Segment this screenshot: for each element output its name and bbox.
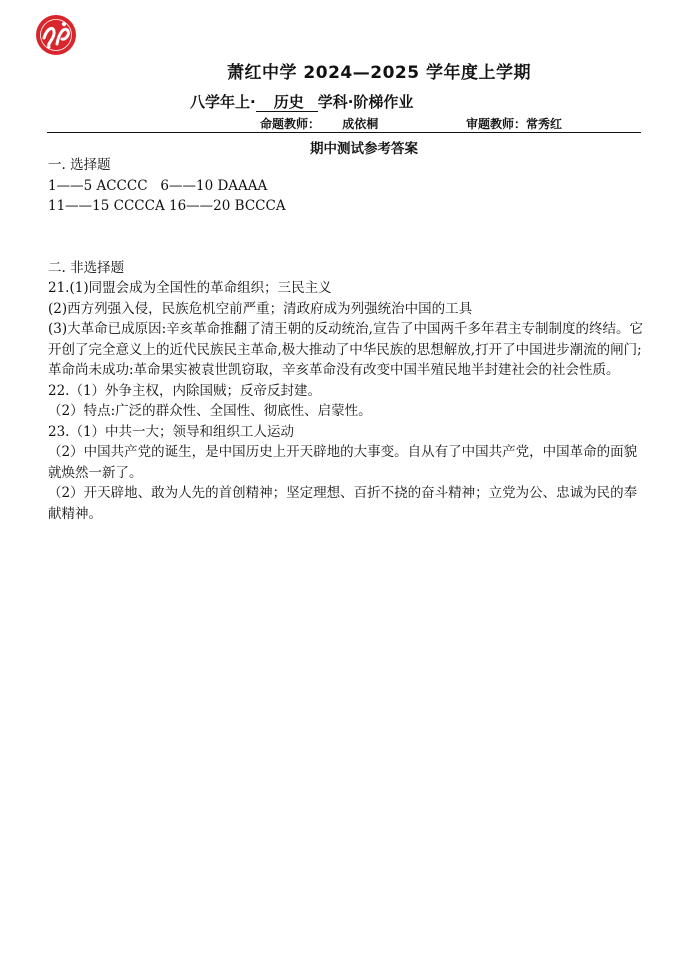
answer-line: （2）中国共产党的诞生，是中国历史上开天辟地的大事变。自从有了中国共产党，中国革命的面貌就焕然一新了。 <box>48 444 638 481</box>
school-logo-icon <box>35 14 77 56</box>
answer-line: 革命尚未成功:革命果实被袁世凯窃取，辛亥革命没有改变中国半殖民地半封建社会的社会性质。 <box>48 362 620 378</box>
answer-line: （2）特点:广泛的群众性、全国性、彻底性、启蒙性。 <box>48 403 372 419</box>
school-title: 萧红中学 2024—2025 学年度上学期 <box>227 63 531 83</box>
subject-name: 历史 <box>256 94 318 112</box>
document-heading: 期中测试参考答案 <box>310 141 418 157</box>
answer-line: 1——5 ACCCC 6——10 DAAAA <box>48 177 268 194</box>
author-line <box>260 115 378 132</box>
answer-content <box>48 155 648 524</box>
answer-line: （2）开天辟地、敢为人先的首创精神；坚定理想、百折不挠的奋斗精神；立党为公、忠诚为民的奉献精神。 <box>48 485 638 522</box>
author-label: 命题教师： <box>260 117 321 131</box>
answer-line: (2)西方列强入侵，民族危机空前严重；清政府成为列强统治中国的工具 <box>48 300 473 317</box>
header-divider <box>47 132 641 133</box>
author-name: 成依桐 <box>342 117 379 131</box>
assignment-subtitle <box>190 91 413 112</box>
section-title: 二. 非选择题 <box>48 259 125 276</box>
answer-line: 11——15 CCCCA 16——20 BCCCA <box>48 198 286 214</box>
spacer <box>48 217 648 258</box>
answer-line: 21.(1)同盟会成为全国性的革命组织；三民主义 <box>48 280 332 296</box>
subtitle-suffix: 学科·阶梯作业 <box>317 93 414 111</box>
reviewer-line <box>466 115 562 132</box>
section-title: 一. 选择题 <box>48 157 111 173</box>
grade-prefix: 八学年上· <box>190 93 256 111</box>
answer-line: 23.（1）中共一大；领导和组织工人运动 <box>48 423 295 440</box>
reviewer-name: 常秀红 <box>526 117 563 131</box>
reviewer-label: 审题教师： <box>466 117 527 131</box>
answer-line: 22.（1）外争主权，内除国贼；反帝反封建。 <box>48 382 322 399</box>
answer-line: (3)大革命已成原因:辛亥革命推翻了清王朝的反动统治,宣告了中国两千多年君主专制制度的终结。它开创了完全意义上的近代民族民主革命,极大推动了中华民族的思想解放,打开了中国进步潮流的闸门; <box>48 321 643 358</box>
